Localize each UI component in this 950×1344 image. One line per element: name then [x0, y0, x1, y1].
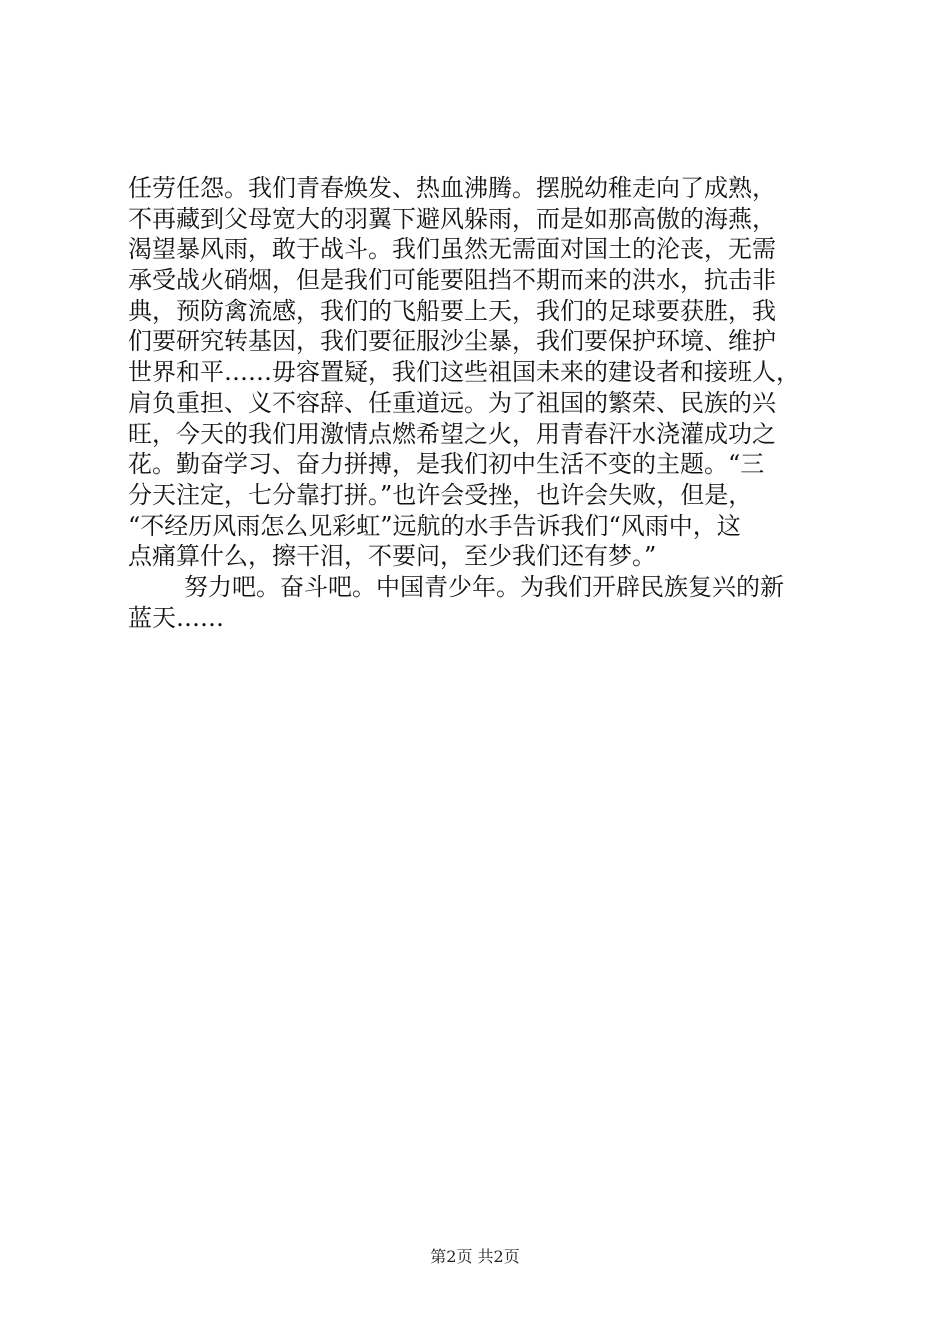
text-line: “不经历风雨怎么见彩虹”远航的水手告诉我们“风雨中，这	[128, 511, 741, 540]
text-line: 点痛算什么，擦干泪，不要问，至少我们还有梦。”	[128, 542, 657, 571]
page-footer: 第2页 共2页	[430, 1247, 520, 1266]
text-line: 旺，今天的我们用激情点燃希望之火，用青春汗水浇灌成功之	[128, 419, 776, 448]
body-text	[128, 173, 848, 633]
text-line: 世界和平……毋容置疑，我们这些祖国未来的建设者和接班人，	[128, 358, 800, 387]
text-line: 典，预防禽流感，我们的飞船要上天，我们的足球要获胜，我	[128, 296, 776, 325]
text-line: 不再藏到父母宽大的羽翼下避风躲雨，而是如那高傲的海燕，	[128, 204, 776, 233]
text-line: 蓝天……	[128, 603, 224, 632]
text-line: 任劳任怨。我们青春焕发、热血沸腾。摆脱幼稚走向了成熟，	[128, 174, 776, 202]
text-line: 承受战火硝烟，但是我们可能要阻挡不期而来的洪水，抗击非	[128, 266, 776, 295]
text-line: 分天注定，七分靠打拼。”也许会受挫，也许会失败，但是，	[128, 480, 753, 509]
text-line: 花。勤奋学习、奋力拼搏，是我们初中生活不变的主题。“三	[128, 450, 765, 479]
text-line: 肩负重担、义不容辞、任重道远。为了祖国的繁荣、民族的兴	[128, 388, 776, 417]
text-line: 渴望暴风雨，敢于战斗。我们虽然无需面对国土的沦丧，无需	[128, 235, 776, 264]
paragraph-first-line: 努力吧。奋斗吧。中国青少年。为我们开辟民族复兴的新	[184, 572, 784, 601]
text-line: 们要研究转基因，我们要征服沙尘暴，我们要保护环境、维护	[128, 327, 776, 356]
